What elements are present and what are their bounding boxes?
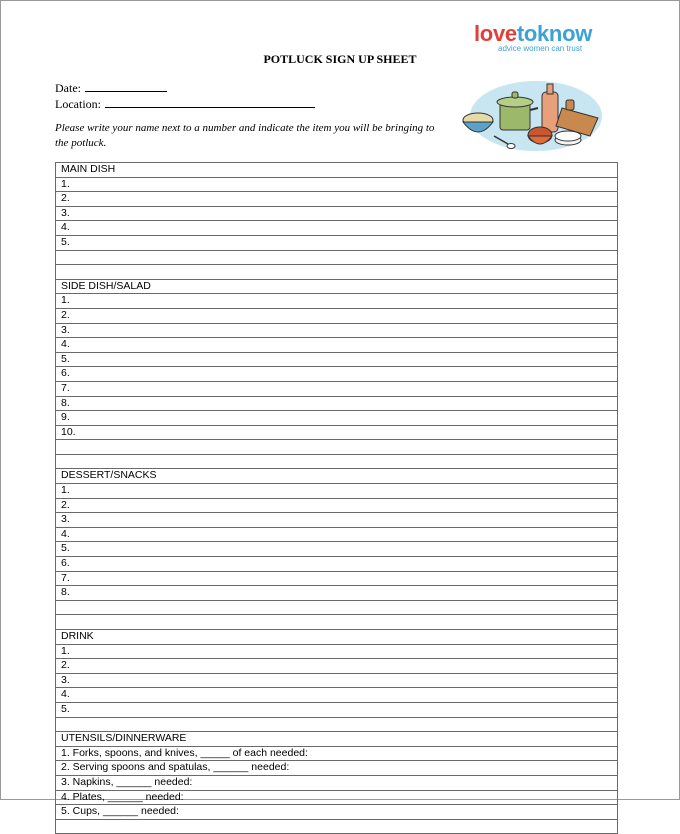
blank-row	[56, 440, 617, 455]
logo-toknow-text: toknow	[516, 21, 593, 46]
signup-row[interactable]: 3.	[56, 324, 617, 339]
signup-row[interactable]: 8.	[56, 397, 617, 412]
signup-row[interactable]: 8.	[56, 586, 617, 601]
location-label: Location:	[55, 97, 101, 111]
signup-row[interactable]: 6.	[56, 557, 617, 572]
date-blank-line[interactable]	[85, 80, 167, 92]
signup-row[interactable]: 4.	[56, 528, 617, 543]
signup-row[interactable]: 1.	[56, 645, 617, 660]
signup-row[interactable]: 1.	[56, 178, 617, 193]
signup-table	[55, 162, 618, 834]
section-header: UTENSILS/DINNERWARE	[56, 732, 617, 747]
signup-row[interactable]: 3.	[56, 513, 617, 528]
date-label: Date:	[55, 81, 81, 95]
signup-row[interactable]: 2.	[56, 659, 617, 674]
signup-row[interactable]: 2. Serving spoons and spatulas, ______ needed:	[56, 761, 617, 776]
logo-tagline: advice women can trust	[498, 44, 583, 53]
logo-love-text: love	[474, 21, 517, 46]
potluck-food-icon	[458, 78, 608, 156]
signup-row[interactable]: 10.	[56, 426, 617, 441]
signup-row[interactable]: 5. Cups, ______ needed:	[56, 805, 617, 820]
signup-row[interactable]: 5.	[56, 542, 617, 557]
signup-row[interactable]: 4.	[56, 221, 617, 236]
section-header: DRINK	[56, 630, 617, 645]
lovetoknow-logo[interactable]	[474, 22, 592, 53]
signup-row[interactable]: 2.	[56, 499, 617, 514]
signup-row[interactable]: 4.	[56, 688, 617, 703]
location-blank-line[interactable]	[105, 96, 315, 108]
signup-row[interactable]: 5.	[56, 703, 617, 718]
blank-row	[56, 265, 617, 280]
signup-row[interactable]: 7.	[56, 572, 617, 587]
signup-row[interactable]: 2.	[56, 192, 617, 207]
blank-row	[56, 615, 617, 630]
signup-row[interactable]: 3.	[56, 207, 617, 222]
signup-row[interactable]: 1.	[56, 294, 617, 309]
signup-row[interactable]: 6.	[56, 367, 617, 382]
signup-row[interactable]: 2.	[56, 309, 617, 324]
blank-row	[56, 455, 617, 470]
section-header: MAIN DISH	[56, 163, 617, 178]
signup-row[interactable]: 5.	[56, 353, 617, 368]
page-title: POTLUCK SIGN UP SHEET	[263, 52, 417, 66]
signup-row[interactable]: 3.	[56, 674, 617, 689]
signup-row[interactable]: 1.	[56, 484, 617, 499]
signup-row[interactable]: 7.	[56, 382, 617, 397]
signup-row[interactable]: 4.	[56, 338, 617, 353]
blank-row	[56, 820, 617, 834]
location-field	[55, 96, 315, 112]
section-header: SIDE DISH/SALAD	[56, 280, 617, 295]
signup-row[interactable]: 5.	[56, 236, 617, 251]
signup-row[interactable]: 1. Forks, spoons, and knives, _____ of each needed:	[56, 747, 617, 762]
signup-row[interactable]: 4. Plates, ______ needed:	[56, 791, 617, 806]
signup-row[interactable]: 3. Napkins, ______ needed:	[56, 776, 617, 791]
blank-row	[56, 251, 617, 266]
section-header: DESSERT/SNACKS	[56, 469, 617, 484]
instructions-text: Please write your name next to a number and indicate the item you will be bringing to the potluck.	[55, 122, 435, 149]
blank-row	[56, 718, 617, 733]
date-field	[55, 80, 167, 96]
signup-row[interactable]: 9.	[56, 411, 617, 426]
blank-row	[56, 601, 617, 616]
